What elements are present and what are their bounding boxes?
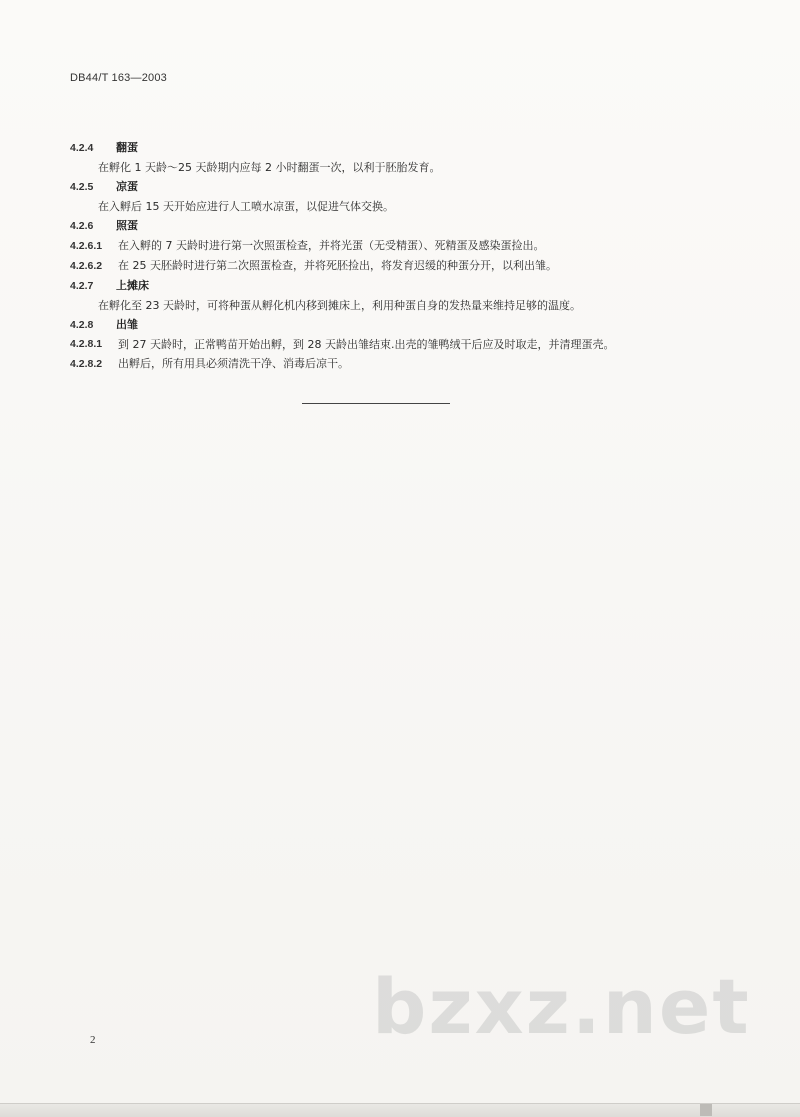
section-heading <box>70 216 710 236</box>
section-title: 翻蛋 <box>116 141 138 154</box>
section-title: 凉蛋 <box>116 180 138 193</box>
paragraph: 在孵化至 23 天龄时，可将种蛋从孵化机内移到摊床上，利用种蛋自身的发热量来维持足够的温度。 <box>98 299 581 312</box>
section-number: 4.2.8 <box>70 319 94 331</box>
section-title: 出雏 <box>116 318 138 331</box>
section-heading <box>70 138 710 158</box>
subsection-text: 到 27 天龄时，正常鸭苗开始出孵，到 28 天龄出雏结束.出壳的雏鸭绒干后应及时取走，并清理蛋壳。 <box>118 338 615 351</box>
document-body <box>70 138 710 374</box>
subsection-text: 出孵后，所有用具必须清洗干净、消毒后凉干。 <box>118 357 349 370</box>
subsection <box>70 236 710 256</box>
section-number: 4.2.4 <box>70 142 94 154</box>
page-edge-mark <box>700 1104 712 1116</box>
paragraph: 在入孵后 15 天开始应进行人工喷水凉蛋，以促进气体交换。 <box>98 200 394 213</box>
standard-code: DB44/T 163—2003 <box>70 72 167 84</box>
subsection-number: 4.2.8.2 <box>70 358 103 370</box>
section-title: 照蛋 <box>116 219 138 232</box>
subsection <box>70 256 710 276</box>
section-heading <box>70 315 710 335</box>
section-heading <box>70 177 710 197</box>
subsection-text: 在入孵的 7 天龄时进行第一次照蛋检查，并将光蛋（无受精蛋）、死精蛋及感染蛋捡出。 <box>118 239 545 252</box>
subsection <box>70 354 710 374</box>
subsection-text: 在 25 天胚龄时进行第二次照蛋检查，并将死胚捡出，将发育迟缓的种蛋分开，以利出雏。 <box>118 259 557 272</box>
watermark: bzxz.net <box>372 962 751 1051</box>
subsection-number: 4.2.8.1 <box>70 338 103 350</box>
end-rule <box>302 403 450 404</box>
section-number: 4.2.5 <box>70 181 94 193</box>
section-title: 上摊床 <box>116 279 149 292</box>
subsection-number: 4.2.6.1 <box>70 240 103 252</box>
page-number: 2 <box>90 1034 96 1046</box>
section-number: 4.2.7 <box>70 280 94 292</box>
subsection <box>70 335 710 354</box>
section-heading <box>70 276 710 296</box>
subsection-number: 4.2.6.2 <box>70 260 103 272</box>
paragraph: 在孵化 1 天龄～25 天龄期内应每 2 小时翻蛋一次，以利于胚胎发育。 <box>98 161 441 174</box>
page-bottom-edge <box>0 1103 800 1117</box>
section-number: 4.2.6 <box>70 220 94 232</box>
